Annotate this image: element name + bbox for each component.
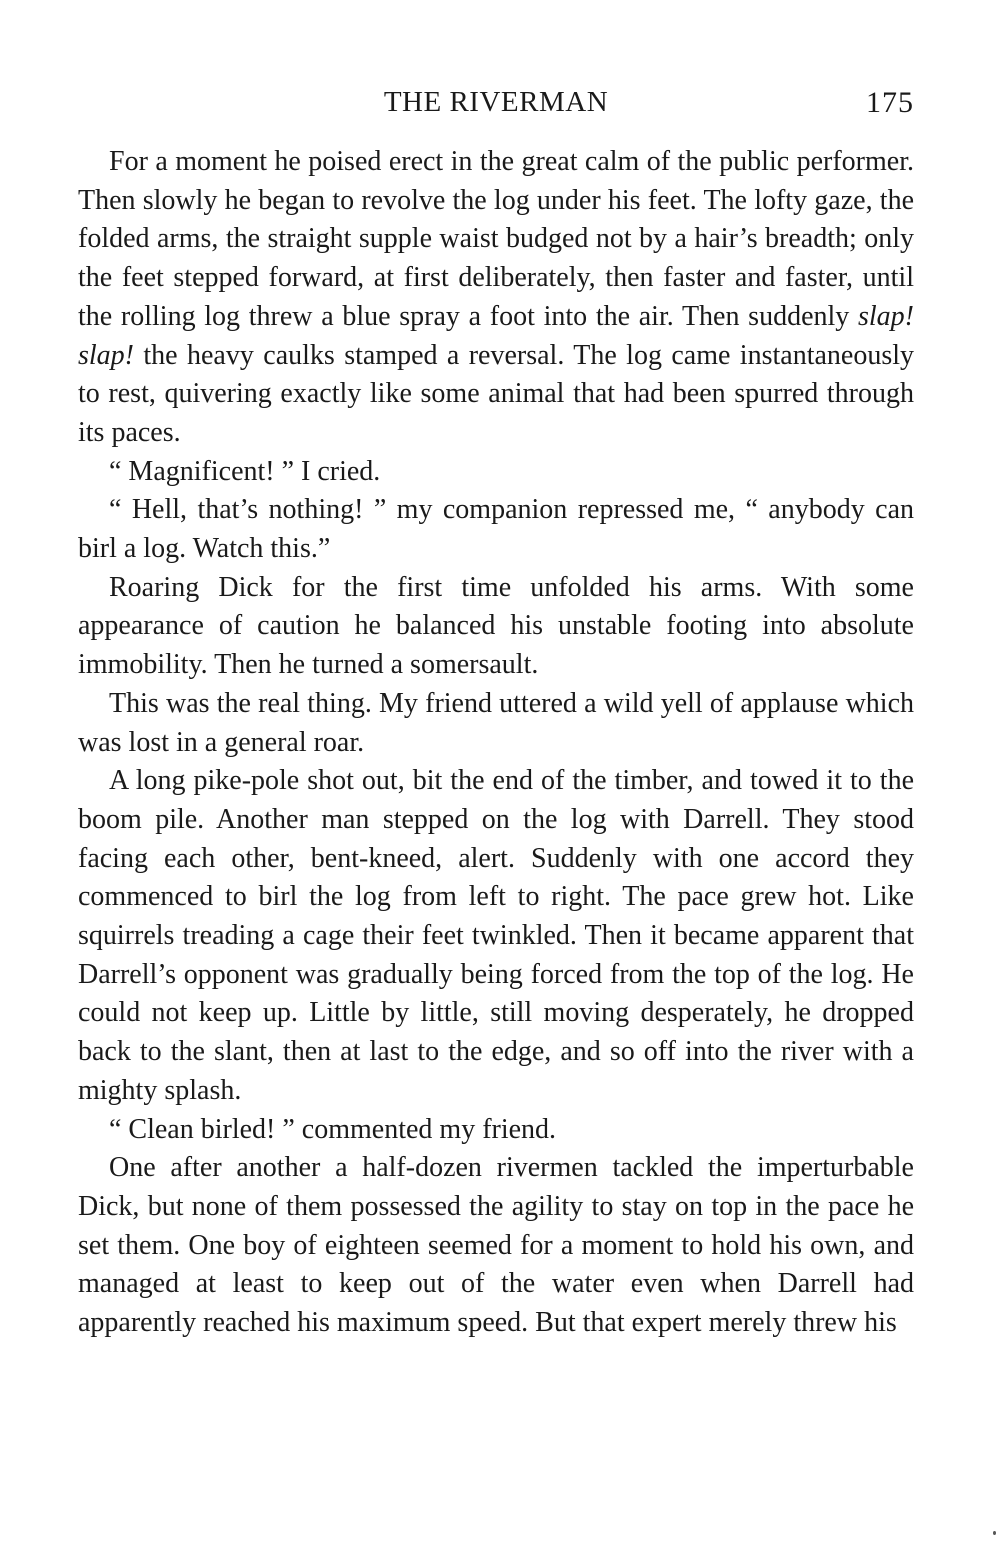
paragraph-3: “ Hell, that’s nothing! ” my companion repressed me, “ anybody can birl a log. Watch this.” <box>78 494 914 565</box>
paragraph-4: Roaring Dick for the first time unfolded his arms. With some appearance of caution he balanced his unstable footing into absolute immobility. Then he turned a somersault. <box>78 571 914 681</box>
paragraph-2: “ Magnificent! ” I cried. <box>109 455 381 487</box>
paragraph-5: This was the real thing. My friend uttered a wild yell of applause which was lost in a general roar. <box>78 687 914 758</box>
paragraph-1-emphasis: slap! slap! <box>78 300 914 371</box>
paragraph-7: “ Clean birled! ” commented my friend. <box>109 1113 557 1145</box>
paragraph-1-start: For a moment he poised erect in the great calm of the public performer. Then slowly he began to revolve the log under his feet. The lofty gaze, the folded arms, the straight supple waist budged not by a hair’s breadth; only the feet stepped forward, at first deliberately, then faster and faster, until the rolling log threw a blue spray a foot into the air. Then suddenly <box>78 146 914 332</box>
paragraph-1-end: the heavy caulks stamped a reversal. The log came instantaneously to rest, quivering exactly like some animal that had been spurred through its paces. <box>78 339 914 448</box>
paragraph-6: A long pike-pole shot out, bit the end of the timber, and towed it to the boom pile. Another man stepped on the log with Darrell. They stood facing each other, bent-kneed, alert. Suddenly with one accord they commenced to birl the log from left to right. The pace grew hot. Like squirrels treading a cage their feet twinkled. Then it became apparent that Darrell’s opponent was gradually being forced from the top of the log. He could not keep up. Little by little, still moving desperately, he dropped back to the slant, then at last to the edge, and so off into the river with a mighty splash. <box>78 765 914 1106</box>
page-number: 175 <box>866 86 914 119</box>
scan-speck <box>993 1531 996 1535</box>
paragraph-8: One after another a half-dozen rivermen tackled the imperturbable Dick, but none of them possessed the agility to stay on top in the pace he set them. One boy of eighteen seemed for a moment to hold his own, and managed at least to keep out of the water even when Darrell had apparently reached his maximum speed. But that expert merely threw his <box>78 1152 914 1339</box>
running-title: THE RIVERMAN <box>383 86 609 118</box>
running-head <box>78 86 914 126</box>
body-text <box>78 143 914 1343</box>
paragraph-1 <box>78 143 914 453</box>
